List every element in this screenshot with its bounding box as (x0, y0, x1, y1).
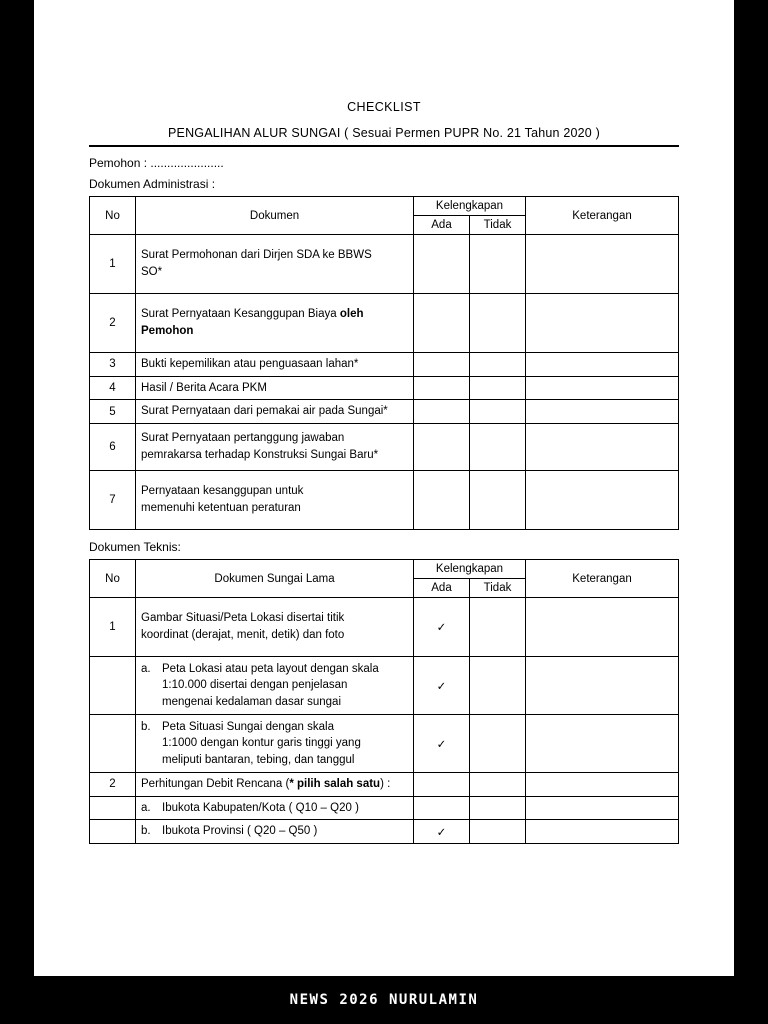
sub-item-text: Peta Lokasi atau peta layout dengan skala 1:10.000 disertai dengan penjelasan mengenai kedalaman dasar sungai (162, 662, 379, 708)
table-row (90, 773, 679, 797)
row-ada[interactable] (414, 796, 470, 820)
row-dokumen: Perhitungan Debit Rencana (* pilih salah satu) : (136, 773, 414, 797)
table-row (90, 796, 679, 820)
row-keterangan[interactable] (526, 715, 679, 773)
sub-item-label: a. (141, 662, 151, 675)
row-dokumen (136, 820, 414, 844)
row-keterangan[interactable] (526, 235, 679, 294)
header-keterangan: Keterangan (526, 560, 679, 598)
sub-item-label: b. (141, 720, 151, 733)
row-tidak[interactable] (470, 294, 526, 353)
row-no: 4 (90, 376, 136, 400)
table-row (90, 294, 679, 353)
header-tidak: Tidak (470, 216, 526, 235)
watermark-bar (0, 976, 768, 1024)
row-dokumen (136, 715, 414, 773)
header-kelengkapan: Kelengkapan (414, 197, 526, 216)
row-keterangan[interactable] (526, 424, 679, 471)
row-tidak[interactable] (470, 657, 526, 715)
row-ada[interactable] (414, 376, 470, 400)
table-row (90, 424, 679, 471)
row-ada[interactable] (414, 773, 470, 797)
applicant-line: Pemohon : ...................... (89, 156, 224, 170)
row-dokumen: Surat Pernyataan Kesanggupan Biaya oleh Pemohon (136, 294, 414, 353)
row-no: 6 (90, 424, 136, 471)
page-subtitle: PENGALIHAN ALUR SUNGAI ( Sesuai Permen PUPR No. 21 Tahun 2020 ) (168, 126, 600, 140)
row-keterangan[interactable] (526, 657, 679, 715)
row-ada[interactable] (414, 471, 470, 530)
row-no: 5 (90, 400, 136, 424)
header-tidak: Tidak (470, 579, 526, 598)
row-tidak[interactable] (470, 235, 526, 294)
table-dokumen-teknis (89, 559, 679, 844)
row-keterangan[interactable] (526, 773, 679, 797)
row-ada[interactable]: ✓ (414, 820, 470, 844)
sub-item-label: a. (141, 801, 151, 814)
header-ada: Ada (414, 216, 470, 235)
row-dokumen: Surat Pernyataan dari pemakai air pada Sungai* (136, 400, 414, 424)
table-row (90, 353, 679, 377)
row-tidak[interactable] (470, 598, 526, 657)
row-keterangan[interactable] (526, 796, 679, 820)
row-no: 3 (90, 353, 136, 377)
table-row (90, 715, 679, 773)
row-keterangan[interactable] (526, 353, 679, 377)
title-divider (89, 145, 679, 147)
row-keterangan[interactable] (526, 376, 679, 400)
row-keterangan[interactable] (526, 294, 679, 353)
header-keterangan: Keterangan (526, 197, 679, 235)
row-ada[interactable] (414, 235, 470, 294)
row-tidak[interactable] (470, 715, 526, 773)
document-body (89, 100, 679, 844)
document-page (34, 0, 734, 976)
table-row (90, 376, 679, 400)
header-ada: Ada (414, 579, 470, 598)
document-title-block (89, 100, 679, 140)
table-row (90, 657, 679, 715)
row-dokumen: Gambar Situasi/Peta Lokasi disertai titik koordinat (derajat, menit, detik) dan foto (136, 598, 414, 657)
row-dokumen: Surat Pernyataan pertanggung jawaban pemrakarsa terhadap Konstruksi Sungai Baru* (136, 424, 414, 471)
row-tidak[interactable] (470, 400, 526, 424)
row-keterangan[interactable] (526, 598, 679, 657)
table-header-row (90, 560, 679, 579)
table-dokumen-administrasi (89, 196, 679, 530)
row-keterangan[interactable] (526, 400, 679, 424)
row-no (90, 657, 136, 715)
header-no: No (90, 197, 136, 235)
row-tidak[interactable] (470, 773, 526, 797)
row-ada[interactable] (414, 353, 470, 377)
row-ada[interactable] (414, 400, 470, 424)
table-row (90, 235, 679, 294)
row-no (90, 820, 136, 844)
table-header-row (90, 197, 679, 216)
row-tidak[interactable] (470, 471, 526, 530)
row-tidak[interactable] (470, 796, 526, 820)
page-title: CHECKLIST (347, 100, 421, 114)
row-no (90, 796, 136, 820)
row-dokumen: Bukti kepemilikan atau penguasaan lahan* (136, 353, 414, 377)
table-row (90, 400, 679, 424)
row-ada[interactable] (414, 424, 470, 471)
row-no: 2 (90, 773, 136, 797)
header-kelengkapan: Kelengkapan (414, 560, 526, 579)
row-tidak[interactable] (470, 353, 526, 377)
section-label-administrasi: Dokumen Administrasi : (89, 177, 216, 191)
sub-item-text: Peta Situasi Sungai dengan skala 1:1000 dengan kontur garis tinggi yang meliputi bantaran, tebing, dan tanggul (162, 720, 361, 766)
section-spacer (89, 530, 679, 540)
row-ada[interactable]: ✓ (414, 657, 470, 715)
row-dokumen (136, 657, 414, 715)
header-dokumen-sungai-lama: Dokumen Sungai Lama (136, 560, 414, 598)
row-dokumen: Hasil / Berita Acara PKM (136, 376, 414, 400)
table-row (90, 820, 679, 844)
row-tidak[interactable] (470, 424, 526, 471)
row-ada[interactable]: ✓ (414, 715, 470, 773)
section-label-teknis: Dokumen Teknis: (89, 540, 181, 555)
row-no (90, 715, 136, 773)
row-tidak[interactable] (470, 820, 526, 844)
sub-item-text: Ibukota Provinsi ( Q20 – Q50 ) (162, 825, 318, 838)
sub-item-text: Ibukota Kabupaten/Kota ( Q10 – Q20 ) (162, 801, 359, 814)
row-keterangan[interactable] (526, 820, 679, 844)
row-ada[interactable]: ✓ (414, 598, 470, 657)
watermark-text: NEWS 2026 NURULAMIN (289, 992, 479, 1008)
table-row (90, 471, 679, 530)
header-dokumen: Dokumen (136, 197, 414, 235)
row-no: 1 (90, 235, 136, 294)
table-row (90, 598, 679, 657)
row-dokumen: Pernyataan kesanggupan untuk memenuhi ketentuan peraturan (136, 471, 414, 530)
row-ada[interactable] (414, 294, 470, 353)
row-no: 1 (90, 598, 136, 657)
row-no: 7 (90, 471, 136, 530)
row-dokumen (136, 796, 414, 820)
header-no: No (90, 560, 136, 598)
row-keterangan[interactable] (526, 471, 679, 530)
row-dokumen: Surat Permohonan dari Dirjen SDA ke BBWS SO* (136, 235, 414, 294)
sub-item-label: b. (141, 825, 151, 838)
row-no: 2 (90, 294, 136, 353)
row-tidak[interactable] (470, 376, 526, 400)
